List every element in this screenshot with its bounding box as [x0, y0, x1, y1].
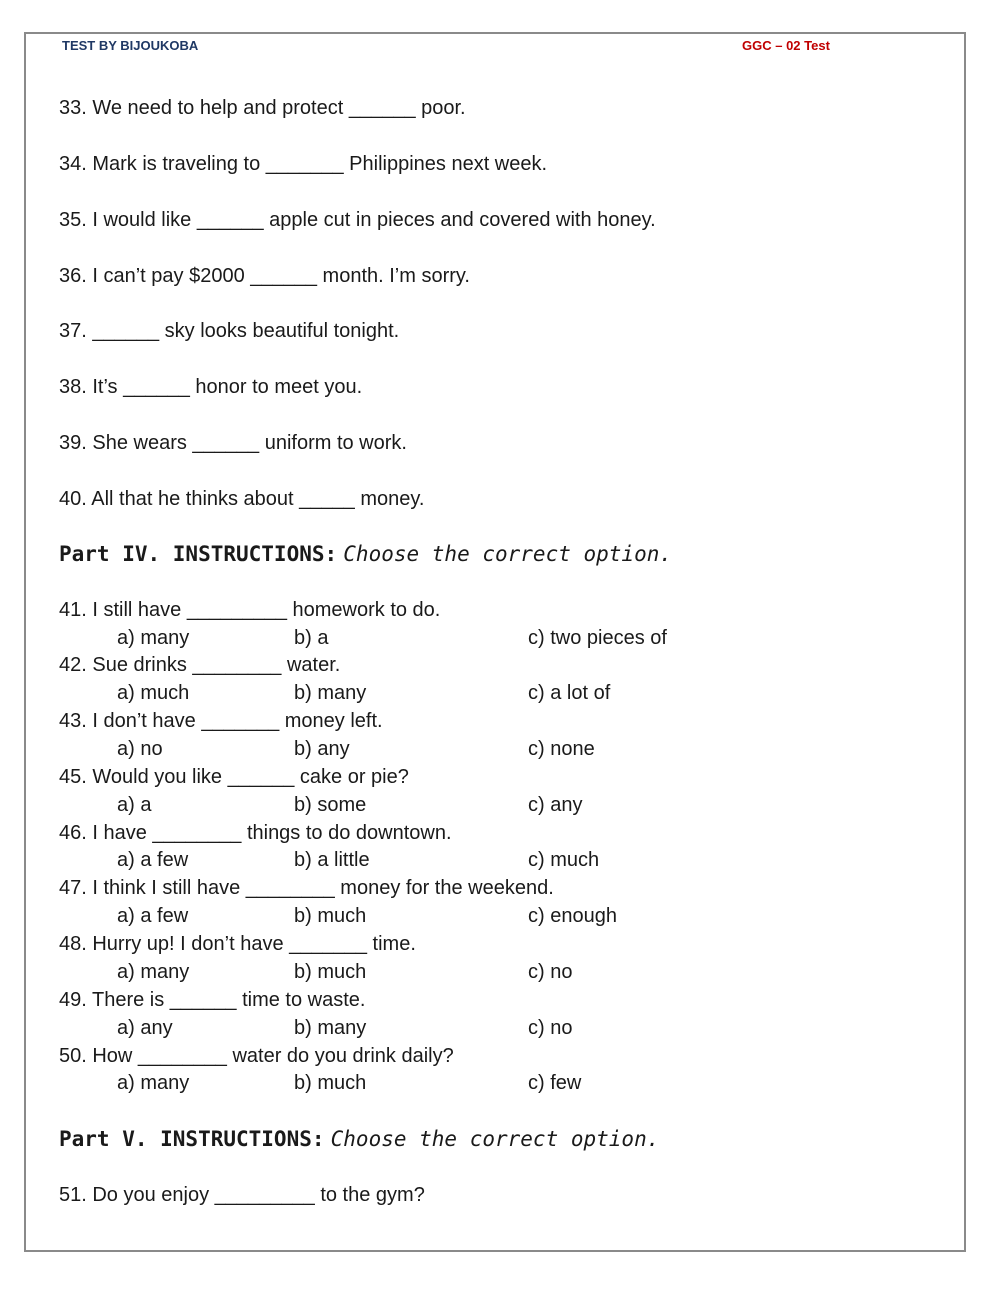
- question-42: 42. Sue drinks ________ water.: [59, 654, 341, 676]
- option-43-a: a) no: [117, 738, 163, 760]
- option-41-b: b) a: [294, 627, 329, 649]
- option-45-b: b) some: [294, 794, 367, 816]
- question-36: 36. I can’t pay $2000 ______ month. I’m sorry.: [59, 265, 470, 287]
- question-33: 33. We need to help and protect ______ poor.: [59, 97, 466, 119]
- question-40: 40. All that he thinks about _____ money.: [59, 488, 425, 510]
- part-v-heading: [59, 1126, 659, 1152]
- question-38: 38. It’s ______ honor to meet you.: [59, 376, 363, 398]
- question-49: 49. There is ______ time to waste.: [59, 989, 366, 1011]
- option-50-c: c) few: [528, 1072, 582, 1094]
- option-49-c: c) no: [528, 1017, 573, 1039]
- question-46: 46. I have ________ things to do downtown.: [59, 822, 452, 844]
- option-42-b: b) many: [294, 682, 367, 704]
- question-37: 37. ______ sky looks beautiful tonight.: [59, 320, 400, 342]
- question-50: 50. How ________ water do you drink daily?: [59, 1045, 454, 1067]
- header-author: TEST BY BIJOUKOBA: [62, 38, 199, 53]
- option-49-b: b) many: [294, 1017, 367, 1039]
- option-46-a: a) a few: [117, 849, 189, 871]
- option-47-c: c) enough: [528, 905, 617, 927]
- question-43: 43. I don’t have _______ money left.: [59, 710, 383, 732]
- option-42-c: c) a lot of: [528, 682, 611, 704]
- option-47-a: a) a few: [117, 905, 189, 927]
- option-49-a: a) any: [117, 1017, 173, 1039]
- question-41: 41. I still have _________ homework to do.: [59, 599, 441, 621]
- option-48-b: b) much: [294, 961, 367, 983]
- option-48-c: c) no: [528, 961, 573, 983]
- question-35: 35. I would like ______ apple cut in pieces and covered with honey.: [59, 209, 656, 231]
- option-41-a: a) many: [117, 627, 190, 649]
- part-iv-instruction: Choose the correct option.: [343, 542, 673, 566]
- question-45: 45. Would you like ______ cake or pie?: [59, 766, 409, 788]
- option-46-c: c) much: [528, 849, 600, 871]
- option-41-c: c) two pieces of: [528, 627, 667, 649]
- question-34: 34. Mark is traveling to _______ Philippines next week.: [59, 153, 548, 175]
- option-48-a: a) many: [117, 961, 190, 983]
- part-v-instruction: Choose the correct option.: [330, 1127, 660, 1151]
- option-46-b: b) a little: [294, 849, 370, 871]
- option-45-a: a) a: [117, 794, 152, 816]
- option-45-c: c) any: [528, 794, 583, 816]
- option-47-b: b) much: [294, 905, 367, 927]
- option-43-b: b) any: [294, 738, 350, 760]
- part-v-title: Part V. INSTRUCTIONS:: [59, 1127, 325, 1151]
- header-test-code: GGC – 02 Test: [742, 38, 830, 53]
- option-50-b: b) much: [294, 1072, 367, 1094]
- question-47: 47. I think I still have ________ money for the weekend.: [59, 877, 554, 899]
- part-iv-title: Part IV. INSTRUCTIONS:: [59, 542, 338, 566]
- option-50-a: a) many: [117, 1072, 190, 1094]
- question-51: 51. Do you enjoy _________ to the gym?: [59, 1184, 425, 1206]
- question-48: 48. Hurry up! I don’t have _______ time.: [59, 933, 416, 955]
- part-iv-heading: [59, 541, 672, 567]
- question-39: 39. She wears ______ uniform to work.: [59, 432, 407, 454]
- option-42-a: a) much: [117, 682, 190, 704]
- option-43-c: c) none: [528, 738, 595, 760]
